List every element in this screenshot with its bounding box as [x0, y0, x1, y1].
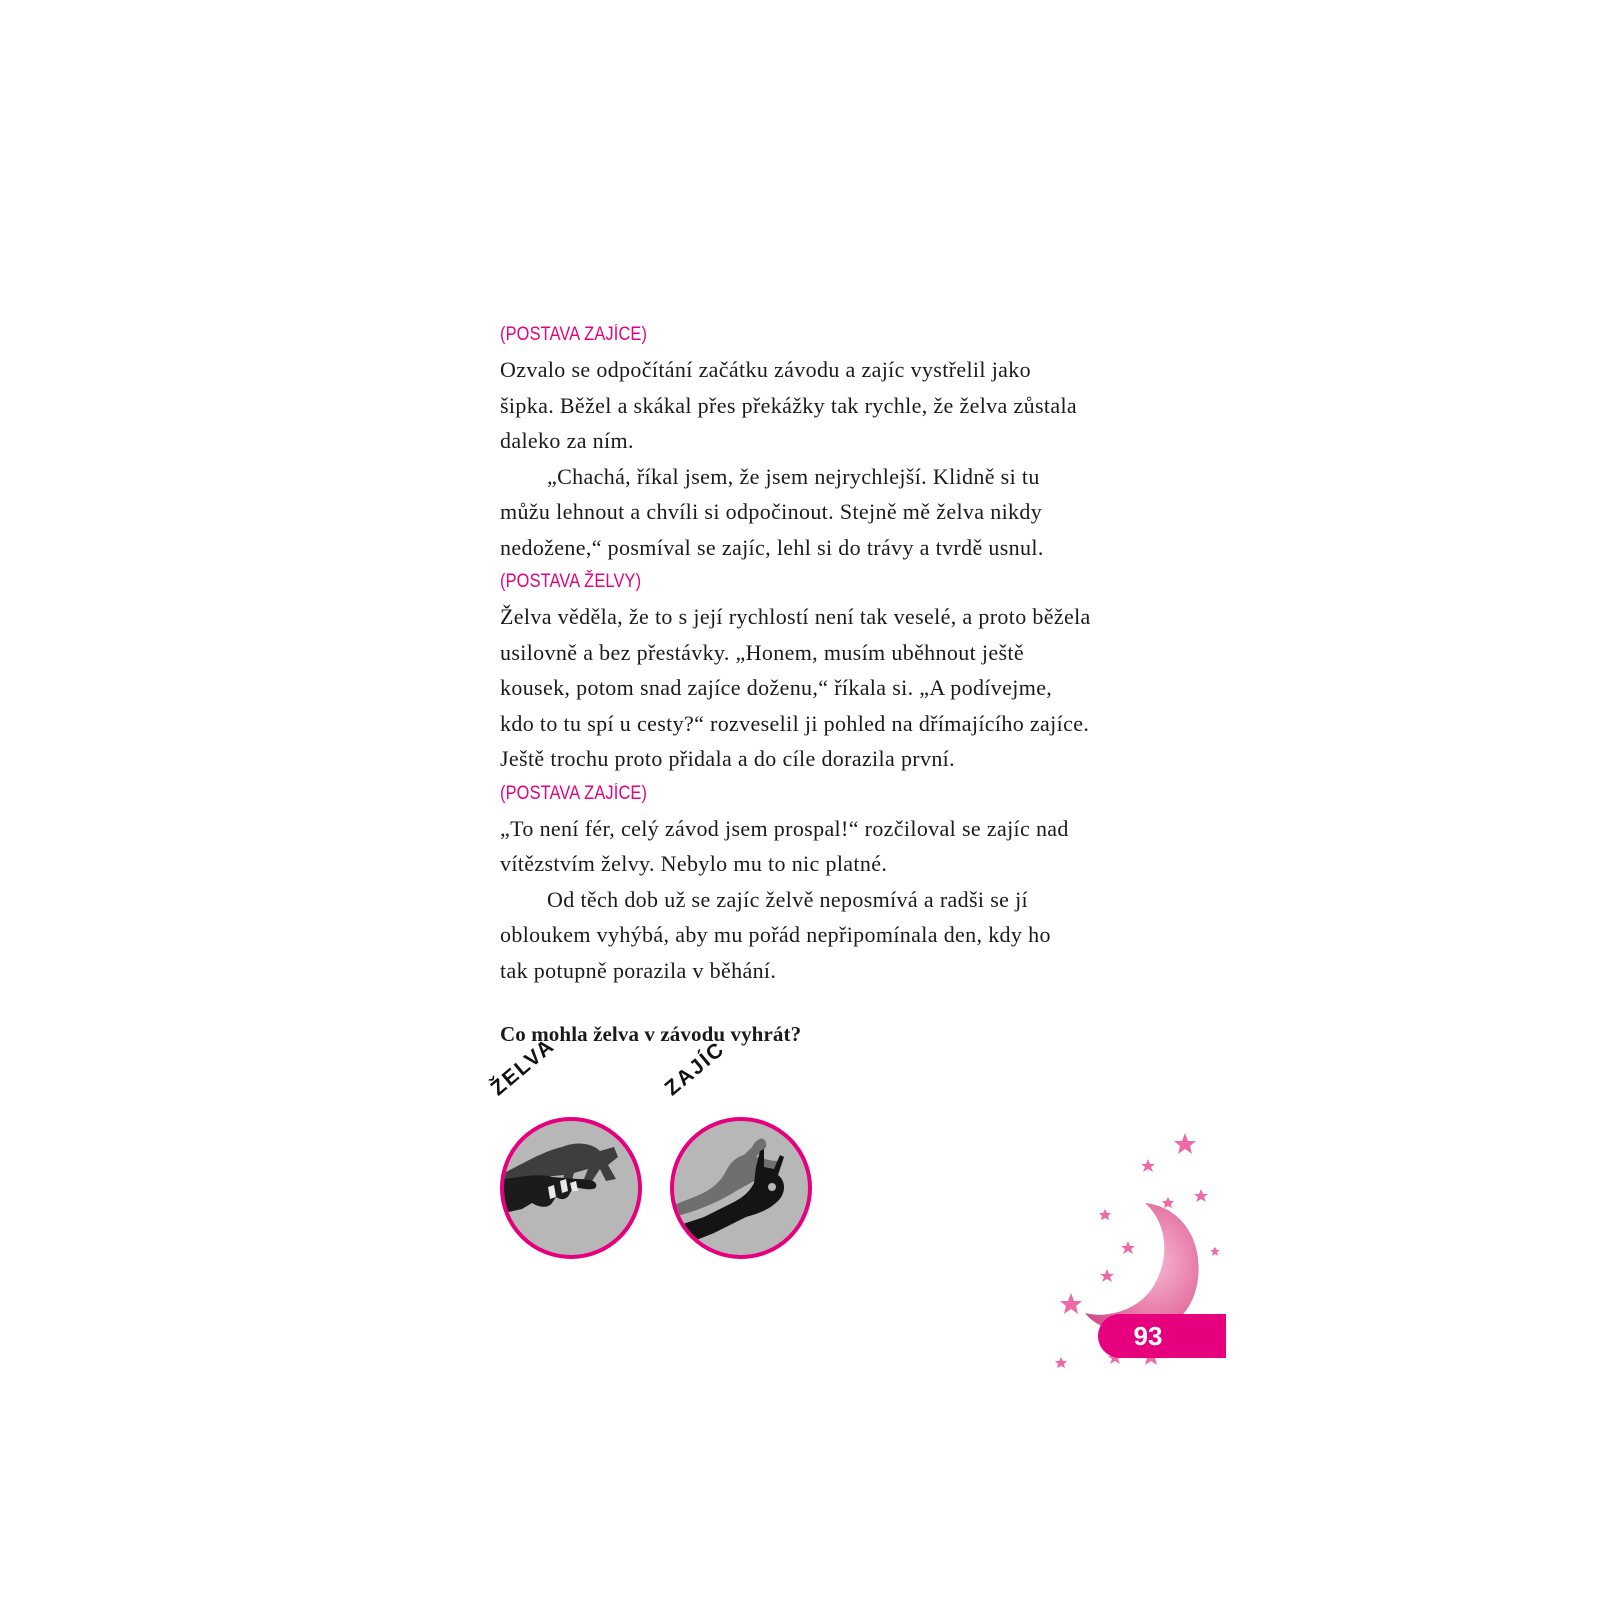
text-line: Želva věděla, že to s její rychlostí není tak veselé, a proto běžela — [500, 604, 1091, 629]
hare-label: ZAJÍC — [660, 1037, 730, 1101]
text-line: tak potupně porazila v běhání. — [500, 957, 777, 983]
turtle-label: ŽELVA — [486, 1033, 560, 1101]
text-line: Ozvalo se odpočítání začátku závodu a zajíc vystřelil jako — [500, 357, 1031, 382]
text-line: Ještě trochu proto přidala a do cíle dorazila první. — [500, 746, 955, 771]
text-line: můžu lehnout a chvíli si odpočinout. Stejně mě želva nikdy — [500, 499, 1043, 524]
story-text — [500, 318, 1120, 988]
hare-hand-shadow-image — [670, 1117, 812, 1259]
text-line: kousek, potom snad zajíce doženu,“ říkala si. „A podívejme, — [500, 675, 1053, 700]
role-heading-turtle: (POSTAVA ŽELVY) — [500, 571, 642, 592]
text-line: Od těch dob už se zajíc želvě neposmívá a radši se jí — [547, 886, 1028, 912]
role-heading-hare: (POSTAVA ZAJÍCE) — [500, 782, 648, 804]
question-text: Co mohla želva v závodu vyhrát? — [500, 1022, 802, 1046]
turtle-hand-shadow-image — [500, 1117, 642, 1259]
text-line: „To není fér, celý závod jsem prospal!“ rozčiloval se zajíc nad — [500, 815, 1069, 841]
text-line: vítězstvím želvy. Nebylo mu to nic platné. — [500, 851, 888, 876]
turtle-badge — [486, 1033, 642, 1259]
text-line: nedožene,“ posmíval se zajíc, lehl si do trávy a tvrdě usnul. — [500, 534, 1044, 560]
text-line: daleko za ním. — [500, 428, 634, 453]
hare-badge — [660, 1037, 812, 1259]
text-line: šipka. Běžel a skákal přes překážky tak rychle, že želva zůstala — [500, 392, 1078, 418]
text-line: usilovně a bez přestávky. „Honem, musím uběhnout ještě — [500, 639, 1024, 665]
page-number: 93 — [1133, 1321, 1163, 1351]
text-line: kdo to tu spí u cesty?“ rozveselil ji pohled na dřímajícího zajíce. — [500, 710, 1090, 736]
role-heading-hare: (POSTAVA ZAJÍCE) — [500, 324, 648, 345]
text-line: „Chachá, říkal jsem, že jsem nejrychlejší. Klidně si tu — [547, 463, 1040, 489]
text-line: obloukem vyhýbá, aby mu pořád nepřipomínala den, kdy ho — [500, 922, 1051, 947]
